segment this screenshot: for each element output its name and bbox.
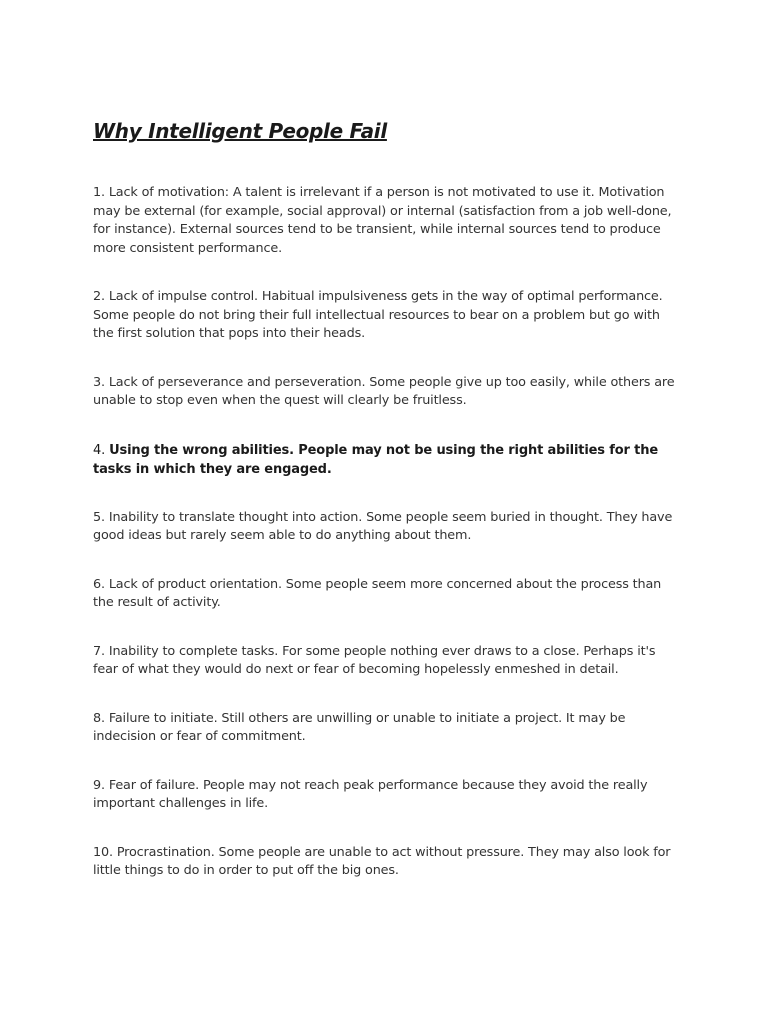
list-item-emphasized	[93, 441, 683, 479]
document-title: Why Intelligent People Fail	[93, 119, 387, 143]
list-item: 10. Procrastination. Some people are unable to act without pressure. They may also look for little things to do in order to put off the big ones.	[93, 844, 671, 878]
list-item: 6. Lack of product orientation. Some people seem more concerned about the process than the result of activity.	[93, 576, 662, 610]
list-item: 3. Lack of perseverance and perseveration. Some people give up too easily, while others are unable to stop even when the quest will clearly be fruitless.	[93, 374, 675, 408]
list-item-bold-text: Using the wrong abilities. People may not be using the right abilities for the tasks in which they are engaged.	[93, 442, 659, 477]
list-item: 7. Inability to complete tasks. For some people nothing ever draws to a close. Perhaps it's fear of what they would do next or fear of becoming hopelessly enmeshed in detail.	[93, 643, 656, 677]
list-item: 5. Inability to translate thought into action. Some people seem buried in thought. They have good ideas but rarely seem able to do anything about them.	[93, 509, 673, 543]
list-item: 8. Failure to initiate. Still others are unwilling or unable to initiate a project. It may be indecision or fear of commitment.	[93, 710, 626, 744]
list-item: 1. Lack of motivation: A talent is irrelevant if a person is not motivated to use it. Motivation may be external (for example, social approval) or internal (satisfaction from a job well-done, for instance). External sources tend to be transient, while internal sources tend to produce more consistent performance.	[93, 185, 672, 256]
list-item: 9. Fear of failure. People may not reach peak performance because they avoid the really important challenges in life.	[93, 777, 648, 811]
list-item: 2. Lack of impulse control. Habitual impulsiveness gets in the way of optimal performance. Some people do not bring their full intellectual resources to bear on a problem but go with the first solution that pops into their heads.	[93, 289, 663, 341]
document-content	[93, 117, 683, 911]
list-item-number: 4.	[93, 442, 106, 458]
